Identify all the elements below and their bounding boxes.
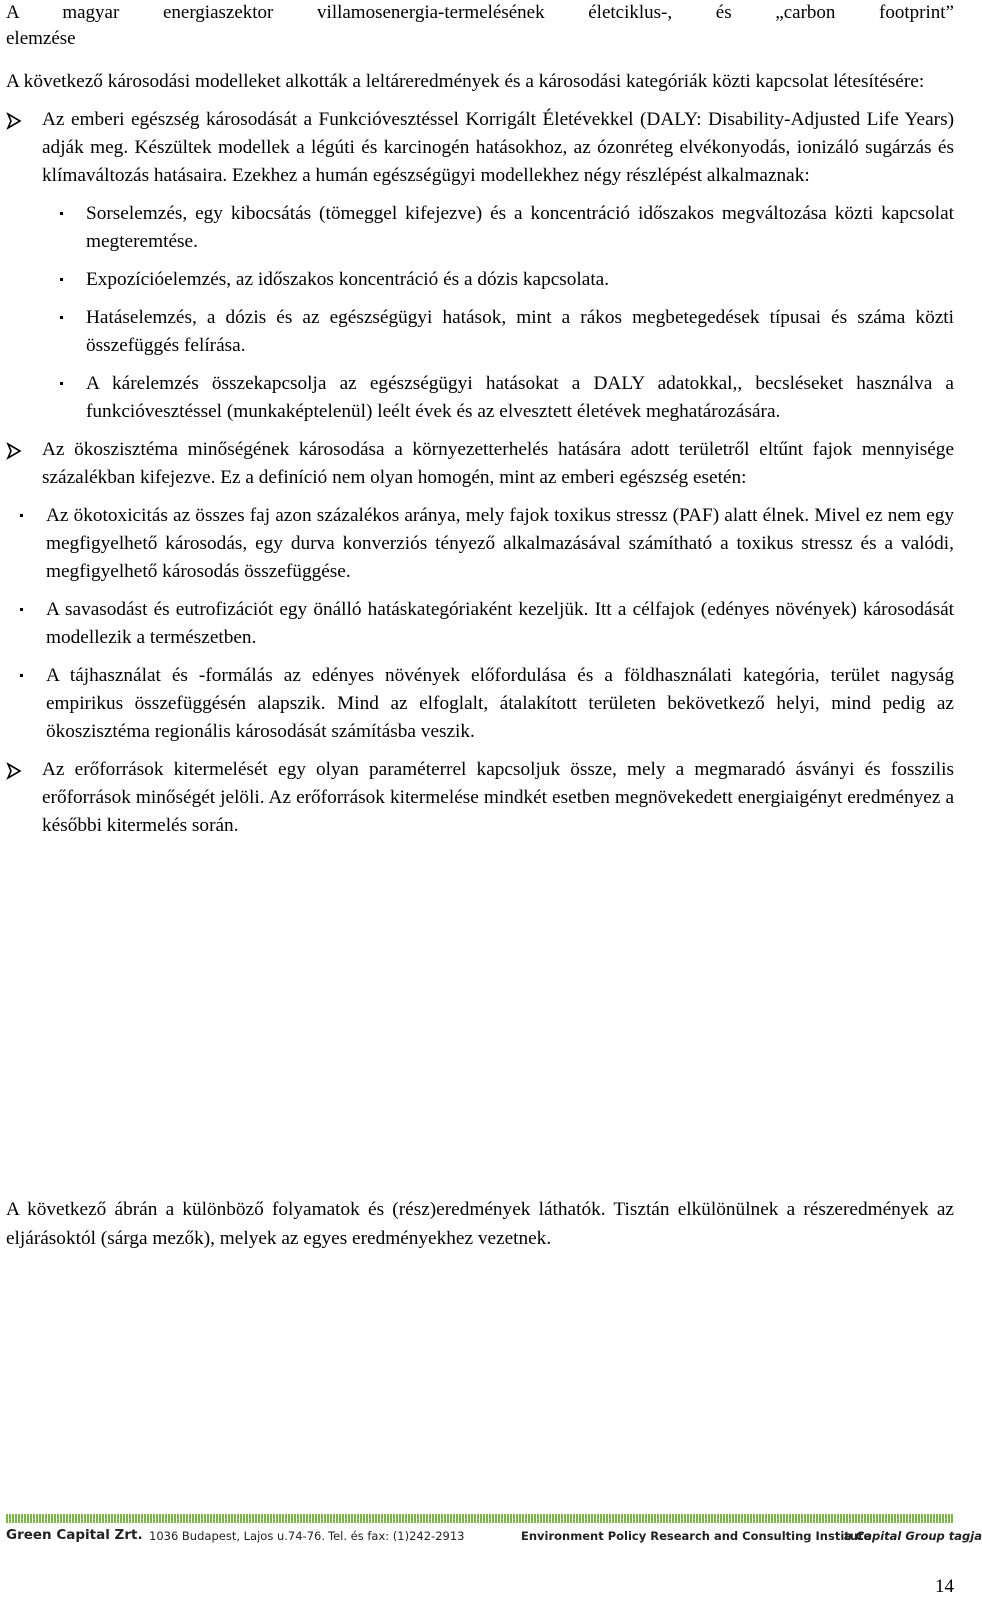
list-item (46, 596, 954, 652)
list-item (46, 502, 954, 586)
list-item-text: A savasodást és eutrofizációt egy önálló hatáskategóriaként kezeljük. Itt a célfajok (edényes növények) károsodását modellezik a természetben. (46, 599, 954, 648)
closing-paragraph: A következő ábrán a különböző folyamatok és (rész)eredmények láthatók. Tisztán elkülönülnek a részeredmények az eljárásoktól (sárga mezők), melyek az egyes eredményekhez vezetnek. (6, 1199, 954, 1249)
section-text: Az ökoszisztéma minőségének károsodása a környezetterhelés hatására adott területről eltűnt fajok mennyisége százalékban kifejezve. Ez a definíció nem olyan homogén, mint az emberi egészség esetén: (42, 439, 954, 488)
bullet-dot-icon (60, 212, 63, 215)
list-item-text: Hatáselemzés, a dózis és az egészségügyi hatások, mint a rákos megbetegedések típusai és száma közti összefüggés felírása. (86, 307, 954, 356)
bullet-dot-icon (60, 278, 63, 281)
list-item-text: A tájhasználat és -formálás az edényes növények előfordulása és a földhasználati kategória, terület nagyság empirikus összefüggésén alapszik. Mind az elfoglalt, átalakított területen bekövetkező helyi, mind pedig az ökoszisztéma regionális károsodását számításba veszik. (46, 665, 954, 742)
footer-divider (6, 1514, 954, 1523)
list-item (86, 200, 954, 256)
bullet-dot-icon (60, 316, 63, 319)
section-ecosystem (6, 436, 954, 492)
bullet-dot-icon (20, 514, 23, 517)
section-human-health (6, 106, 954, 190)
footer-address: 1036 Budapest, Lajos u.74-76. (149, 1529, 325, 1543)
bullet-dot-icon (20, 608, 23, 611)
list-item (86, 304, 954, 360)
list-item-text: Sorselemzés, egy kibocsátás (tömeggel kifejezve) és a koncentráció időszakos megváltozása közti kapcsolat megteremtése. (86, 203, 954, 252)
section-text: Az erőforrások kitermelését egy olyan paraméterrel kapcsoljuk össze, mely a megmaradó ásványi és fosszilis erőforrások minőségét jelöli. Az erőforrások kitermelése mindkét esetben megnövekedett energiaigényt eredményez a későbbi kitermelés során. (42, 759, 954, 836)
list-item (86, 266, 954, 294)
bullet-dot-icon (20, 674, 23, 677)
list-item (46, 662, 954, 746)
main-content (6, 68, 954, 840)
footer-company: Green Capital Zrt. (6, 1527, 143, 1543)
footer-tagline: a Capital Group tagja (844, 1529, 982, 1543)
header-title-line2: elemzése (6, 28, 76, 49)
list-item-text: Az ökotoxicitás az összes faj azon százalékos aránya, mely fajok toxikus stressz (PAF) alatt élnek. Mivel ez nem egy megfigyelhető károsodás, egy durva konverziós tényező alkalmazásával számítható a toxikus stressz és a valódi, megfigyelhető károsodás összefüggése. (46, 505, 954, 582)
section-resources (6, 756, 954, 840)
header-title-line1: A magyar energiaszektor villamosenergia-termelésének életciklus-, és „carbon footprint” (6, 2, 954, 23)
list-item-text: Expozícióelemzés, az időszakos koncentráció és a dózis kapcsolata. (86, 269, 610, 290)
page-footer (6, 1526, 982, 1546)
section-text: Az emberi egészség károsodását a Funkcióvesztéssel Korrigált Életévekkel (DALY: Disability-Adjusted Life Years) adják meg. Készültek modellek a légúti és karcinogén hatásokhoz, az ózonréteg elvékonyodás, ionizáló sugárzás és klímaváltozás hatásaira. Ezekhez a humán egészségügyi modellekhez négy részlépést alkalmaznak: (42, 109, 954, 186)
footer-phone: Tel. és fax: (1)242-2913 (328, 1529, 465, 1543)
page-header (6, 0, 954, 52)
arrow-bullet-icon (6, 443, 22, 459)
arrow-bullet-icon (6, 113, 22, 129)
bullet-dot-icon (60, 382, 63, 385)
intro-paragraph: A következő károsodási modelleket alkották a leltáreredmények és a károsodási kategóriák közti kapcsolat létesítésére: (6, 71, 925, 92)
page-number: 14 (935, 1576, 954, 1597)
list-item (86, 370, 954, 426)
footer-institute: Environment Policy Research and Consulting Institute (521, 1529, 872, 1543)
arrow-bullet-icon (6, 763, 22, 779)
list-item-text: A kárelemzés összekapcsolja az egészségügyi hatásokat a DALY adatokkal,, becsléseket használva a funkcióvesztéssel (munkaképtelenül) leélt évek és az elvesztett életévek meghatározására. (86, 373, 954, 422)
